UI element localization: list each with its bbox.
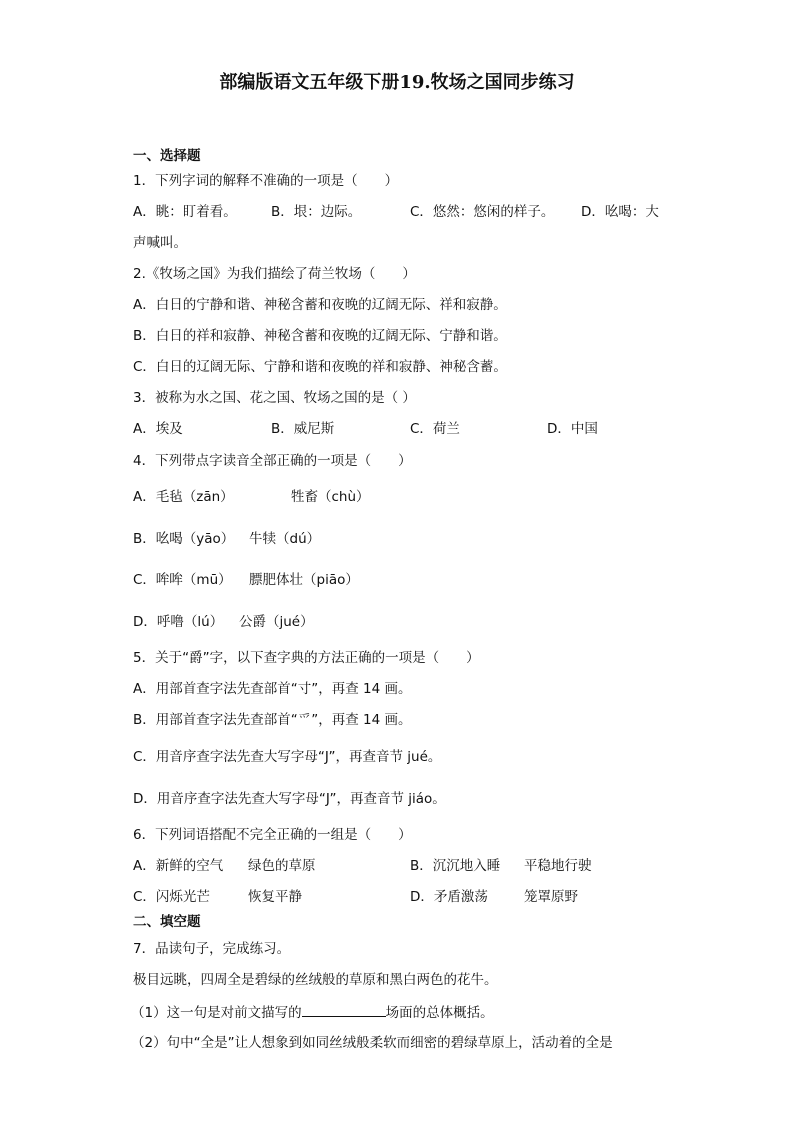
option-c: C．荷兰 [410,421,460,437]
option-a: A．眺：盯着看。 [133,204,237,220]
option-d: D．呼噜（lú） 公爵（jué） [133,614,314,630]
option-a: A．毛毡（zān） 牲畜（chù） [133,489,370,505]
option-a-word-1: A．新鲜的空气 [133,858,224,874]
option-d-word-2: 笼罩原野 [524,889,578,905]
option-d-continued: 声喊叫。 [133,235,187,251]
option-d: D．中国 [547,421,598,437]
question-7-passage: 极目远眺，四周全是碧绿的丝绒般的草原和黑白两色的花牛。 [133,972,498,988]
option-c: C．用音序查字法先查大写字母“J”，再查音节 jué。 [133,749,442,765]
option-d: D．用音序查字法先查大写字母“J”，再查音节 jiáo。 [133,791,446,807]
option-b: B．吆喝（yāo） 牛犊（dú） [133,531,321,547]
question-6-row-1 [133,857,592,875]
option-c-word-1: C．闪烁光芒 [133,889,210,905]
option-c: C．白日的辽阔无际、宁静和谐和夜晚的祥和寂静、神秘含蓄。 [133,359,507,375]
section-heading-fill: 二、填空题 [133,914,201,930]
question-7-part-1: （1）这一句是对前文描写的 场面的总体概括。 [131,1002,494,1022]
option-b-word-1: B．沉沉地入睡 [410,858,501,874]
question-6-row-2 [133,888,578,906]
question-3-options [133,420,598,438]
question-2-stem: 2.《牧场之国》为我们描绘了荷兰牧场（ ） [133,266,416,282]
question-5-stem: 5．关于“爵”字，以下查字典的方法正确的一项是（ ） [133,650,480,666]
option-b: B．威尼斯 [271,421,335,437]
option-d-word-1: D．矛盾激荡 [410,889,488,905]
option-b-word-2: 平稳地行驶 [524,858,592,874]
option-b: B．垠：边际。 [271,204,362,220]
question-4-stem: 4．下列带点字读音全部正确的一项是（ ） [133,453,412,469]
question-1-stem: 1．下列字词的解释不准确的一项是（ ） [133,173,399,189]
option-a: A．埃及 [133,421,183,437]
option-b: B．用部首查字法先查部首“爫”，再查 14 画。 [133,712,412,728]
option-a: A．白日的宁静和谐、神秘含蓄和夜晚的辽阔无际、祥和寂静。 [133,297,507,313]
question-1-options [133,203,659,221]
option-c: C．哞哞（mū） 膘肥体壮（piāo） [133,572,359,588]
option-b: B．白日的祥和寂静、神秘含蓄和夜晚的辽阔无际、宁静和谐。 [133,328,507,344]
answer-blank[interactable] [302,1002,386,1017]
option-d: D．吆喝：大 [581,204,659,220]
page-title: 部编版语文五年级下册19.牧场之国同步练习 [219,72,575,93]
question-7-part-2: （2）句中“全是”让人想象到如同丝绒般柔软而细密的碧绿草原上，活动着的全是 [131,1035,613,1051]
option-a: A．用部首查字法先查部首“寸”，再查 14 画。 [133,681,412,697]
question-7-stem: 7．品读句子，完成练习。 [133,941,291,957]
question-6-stem: 6．下列词语搭配不完全正确的一组是（ ） [133,827,412,843]
option-a-word-2: 绿色的草原 [248,858,316,874]
question-3-stem: 3．被称为水之国、花之国、牧场之国的是（ ） [133,390,416,406]
option-c-word-2: 恢复平静 [248,889,302,905]
option-c: C．悠然：悠闲的样子。 [410,204,555,220]
section-heading-choice: 一、选择题 [133,148,201,164]
